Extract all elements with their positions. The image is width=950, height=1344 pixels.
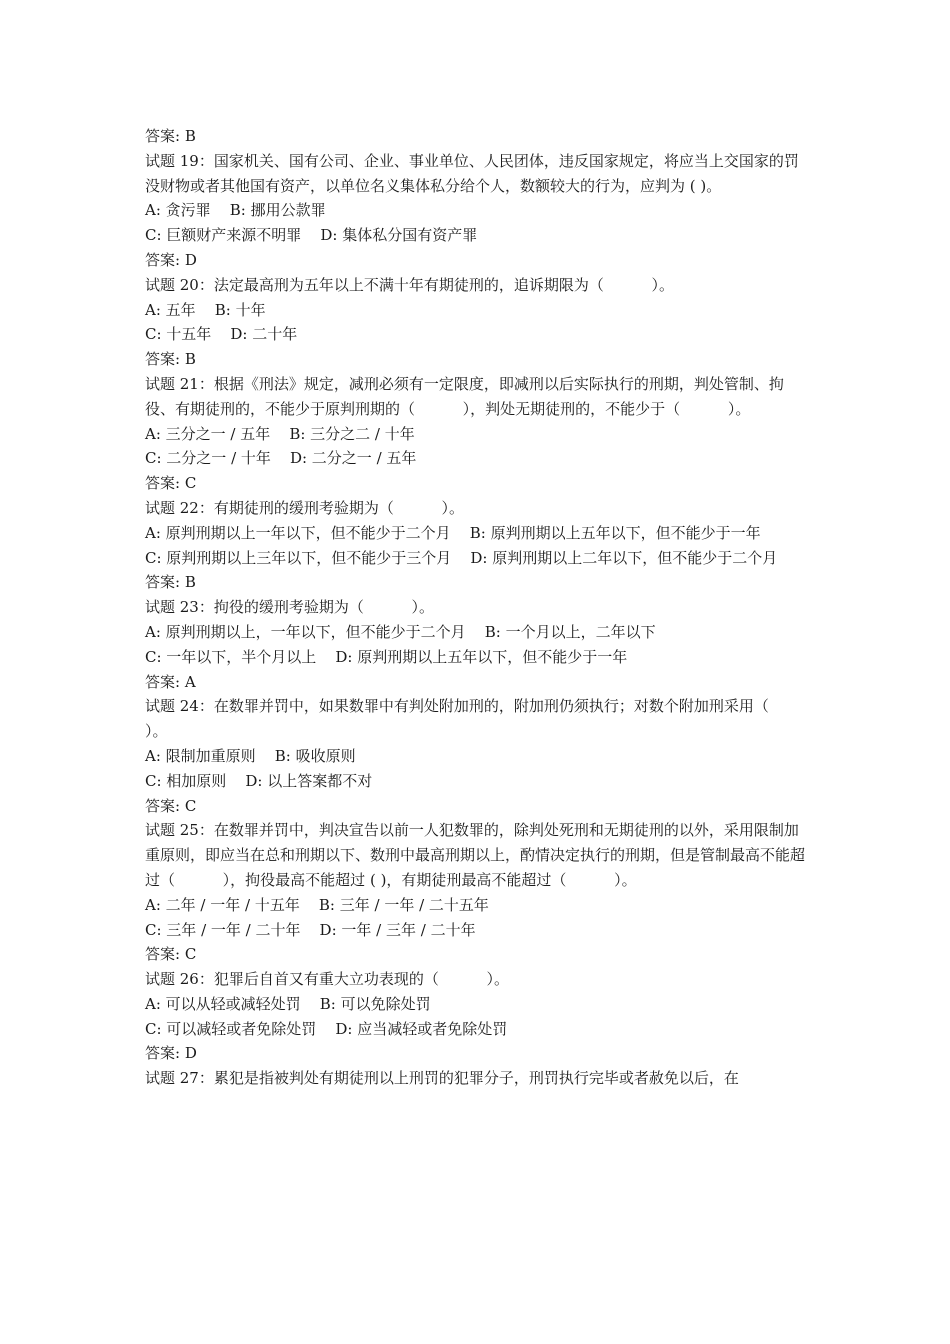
option-line: A: 原判刑期以上一年以下，但不能少于二个月 B: 原判刑期以上五年以下，但不能少于一年 [145, 523, 761, 542]
answer-line: 答案: B [145, 573, 196, 592]
option-line: C: 二分之一 / 十年 D: 二分之一 / 五年 [145, 449, 417, 468]
question-line: 试题 23：拘役的缓刑考验期为（ ）。 [145, 598, 435, 617]
option-line: C: 原判刑期以上三年以下，但不能少于三个月 D: 原判刑期以上二年以下，但不能少于二个月 [145, 548, 778, 567]
document-body [145, 124, 817, 1091]
option-line: A: 贪污罪 B: 挪用公款罪 [145, 201, 326, 220]
answer-line: 答案: C [145, 945, 197, 964]
option-line: C: 十五年 D: 二十年 [145, 325, 298, 344]
question-line: 试题 20：法定最高刑为五年以上不满十年有期徒刑的，追诉期限为（ ）。 [145, 275, 675, 294]
option-line: C: 一年以下，半个月以上 D: 原判刑期以上五年以下，但不能少于一年 [145, 647, 628, 666]
answer-line: 答案: D [145, 250, 197, 269]
question-line: 试题 26：犯罪后自首又有重大立功表现的（ ）。 [145, 970, 510, 989]
answer-line: 答案: B [145, 350, 196, 369]
answer-line: 答案: A [145, 672, 196, 691]
option-line: A: 三分之一 / 五年 B: 三分之二 / 十年 [145, 424, 415, 443]
answer-line: 答案: B [145, 127, 196, 145]
option-line: C: 相加原则 D: 以上答案都不对 [145, 771, 373, 790]
question-line: 试题 27：累犯是指被判处有期徒刑以上刑罚的犯罪分子，刑罚执行完毕或者赦免以后，在 [145, 1069, 739, 1088]
answer-line: 答案: D [145, 1044, 197, 1063]
question-line: 试题 24：在数罪并罚中，如果数罪中有判处附加刑的，附加刑仍须执行；对数个附加刑采用（ ）。 [145, 697, 817, 741]
answer-line: 答案: C [145, 796, 197, 815]
option-line: A: 可以从轻或减轻处罚 B: 可以免除处罚 [145, 994, 431, 1013]
answer-line: 答案: C [145, 474, 197, 493]
question-line: 试题 21：根据《刑法》规定，减刑必须有一定限度，即减刑以后实际执行的刑期，判处管制、拘役、有期徒刑的，不能少于原判刑期的（ ），判处无期徒刑的，不能少于（ ）。 [145, 374, 784, 418]
question-line: 试题 19：国家机关、国有公司、企业、事业单位、人民团体，违反国家规定，将应当上交国家的罚没财物或者其他国有资产，以单位名义集体私分给个人，数额较大的行为，应判为 ( )。 [145, 151, 799, 195]
option-line: A: 二年 / 一年 / 十五年 B: 三年 / 一年 / 二十五年 [145, 895, 489, 914]
option-line: A: 五年 B: 十年 [145, 300, 266, 319]
question-line: 试题 22：有期徒刑的缓刑考验期为（ ）。 [145, 498, 465, 517]
option-line: C: 巨额财产来源不明罪 D: 集体私分国有资产罪 [145, 226, 478, 245]
option-line: A: 原判刑期以上，一年以下，但不能少于二个月 B: 一个月以上，二年以下 [145, 622, 656, 641]
option-line: C: 三年 / 一年 / 二十年 D: 一年 / 三年 / 二十年 [145, 920, 476, 939]
option-line: C: 可以减轻或者免除处罚 D: 应当减轻或者免除处罚 [145, 1019, 508, 1038]
question-line: 试题 25：在数罪并罚中，判决宣告以前一人犯数罪的，除判处死刑和无期徒刑的以外，采用限制加重原则，即应当在总和刑期以下、数刑中最高刑期以上，酌情决定执行的刑期，但是管制最高不能超过（ ），拘役最高不能超过 ( )，有期徒刑最高不能超过（ ）。 [145, 821, 806, 889]
option-line: A: 限制加重原则 B: 吸收原则 [145, 746, 356, 765]
